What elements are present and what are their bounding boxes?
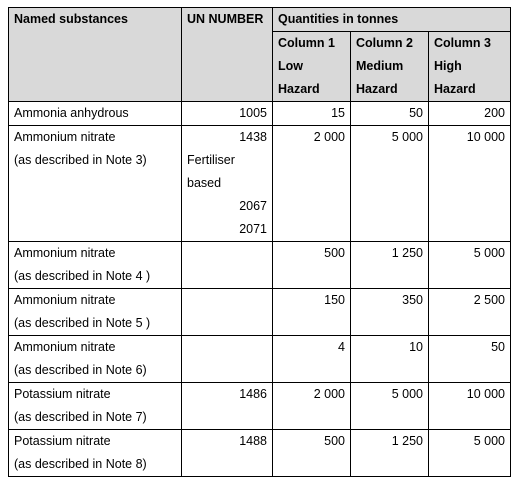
header-un-number: UN NUMBER [182,8,273,102]
table-row [9,430,511,477]
low-hazard-qty: 150 [273,289,351,336]
un-number-line: 2067 [239,199,267,213]
un-number-line: based [187,176,222,190]
header-col1-line: Low [278,59,303,73]
medium-hazard-qty: 5 000 [351,383,429,430]
table-row [9,336,511,383]
medium-hazard-qty: 50 [351,102,429,126]
substance-name-line: Potassium nitrate [14,387,111,401]
header-column-1 [273,32,351,102]
low-hazard-qty: 2 000 [273,383,351,430]
high-hazard-qty: 200 [429,102,511,126]
header-col2-line: Hazard [356,82,398,96]
high-hazard-qty: 2 500 [429,289,511,336]
medium-hazard-qty: 10 [351,336,429,383]
header-column-2 [351,32,429,102]
header-col2-line: Medium [356,59,404,73]
substance-name [9,242,182,289]
header-col1-line: Column 1 [278,36,335,50]
substance-name-line: Potassium nitrate [14,434,111,448]
table-row [9,126,511,242]
un-number: 1005 [182,102,273,126]
un-number: 1488 [182,430,273,477]
header-row-1 [9,8,511,32]
substance-name [9,126,182,242]
header-named-substances: Named substances [9,8,182,102]
substance-name [9,383,182,430]
header-col1-line: Hazard [278,82,320,96]
low-hazard-qty: 500 [273,242,351,289]
medium-hazard-qty: 1 250 [351,430,429,477]
substance-name-line: (as described in Note 4 ) [14,269,151,283]
high-hazard-qty: 5 000 [429,430,511,477]
un-number: 1486 [182,383,273,430]
un-number-line: 2071 [239,222,267,236]
low-hazard-qty: 15 [273,102,351,126]
table-row [9,383,511,430]
low-hazard-qty: 2 000 [273,126,351,242]
medium-hazard-qty: 350 [351,289,429,336]
un-number [182,336,273,383]
substance-name-line: (as described in Note 5 ) [14,316,151,330]
un-number [182,242,273,289]
medium-hazard-qty: 5 000 [351,126,429,242]
high-hazard-qty: 50 [429,336,511,383]
substance-name [9,289,182,336]
substance-name-line: Ammonia anhydrous [14,106,129,120]
medium-hazard-qty: 1 250 [351,242,429,289]
header-col3-line: Column 3 [434,36,491,50]
substance-name-line: (as described in Note 6) [14,363,147,377]
substance-name-line: Ammonium nitrate [14,246,116,260]
high-hazard-qty: 10 000 [429,126,511,242]
substance-name-line: (as described in Note 7) [14,410,147,424]
hazard-quantities-table [8,7,511,477]
un-number [182,289,273,336]
un-number-line: 1438 [239,130,267,144]
substance-name [9,430,182,477]
high-hazard-qty: 5 000 [429,242,511,289]
substance-name-line: Ammonium nitrate [14,340,116,354]
substance-name [9,102,182,126]
substance-name-line: Ammonium nitrate [14,293,116,307]
un-number [182,126,273,242]
header-column-3 [429,32,511,102]
substance-name-line: (as described in Note 8) [14,457,147,471]
table-row [9,242,511,289]
substance-name [9,336,182,383]
un-number-line: Fertiliser [187,153,235,167]
header-col3-line: Hazard [434,82,476,96]
table-row [9,102,511,126]
header-col3-line: High [434,59,462,73]
low-hazard-qty: 500 [273,430,351,477]
high-hazard-qty: 10 000 [429,383,511,430]
substance-name-line: Ammonium nitrate [14,130,116,144]
low-hazard-qty: 4 [273,336,351,383]
header-col2-line: Column 2 [356,36,413,50]
header-quantities: Quantities in tonnes [273,8,511,32]
table-row [9,289,511,336]
substance-name-line: (as described in Note 3) [14,153,147,167]
